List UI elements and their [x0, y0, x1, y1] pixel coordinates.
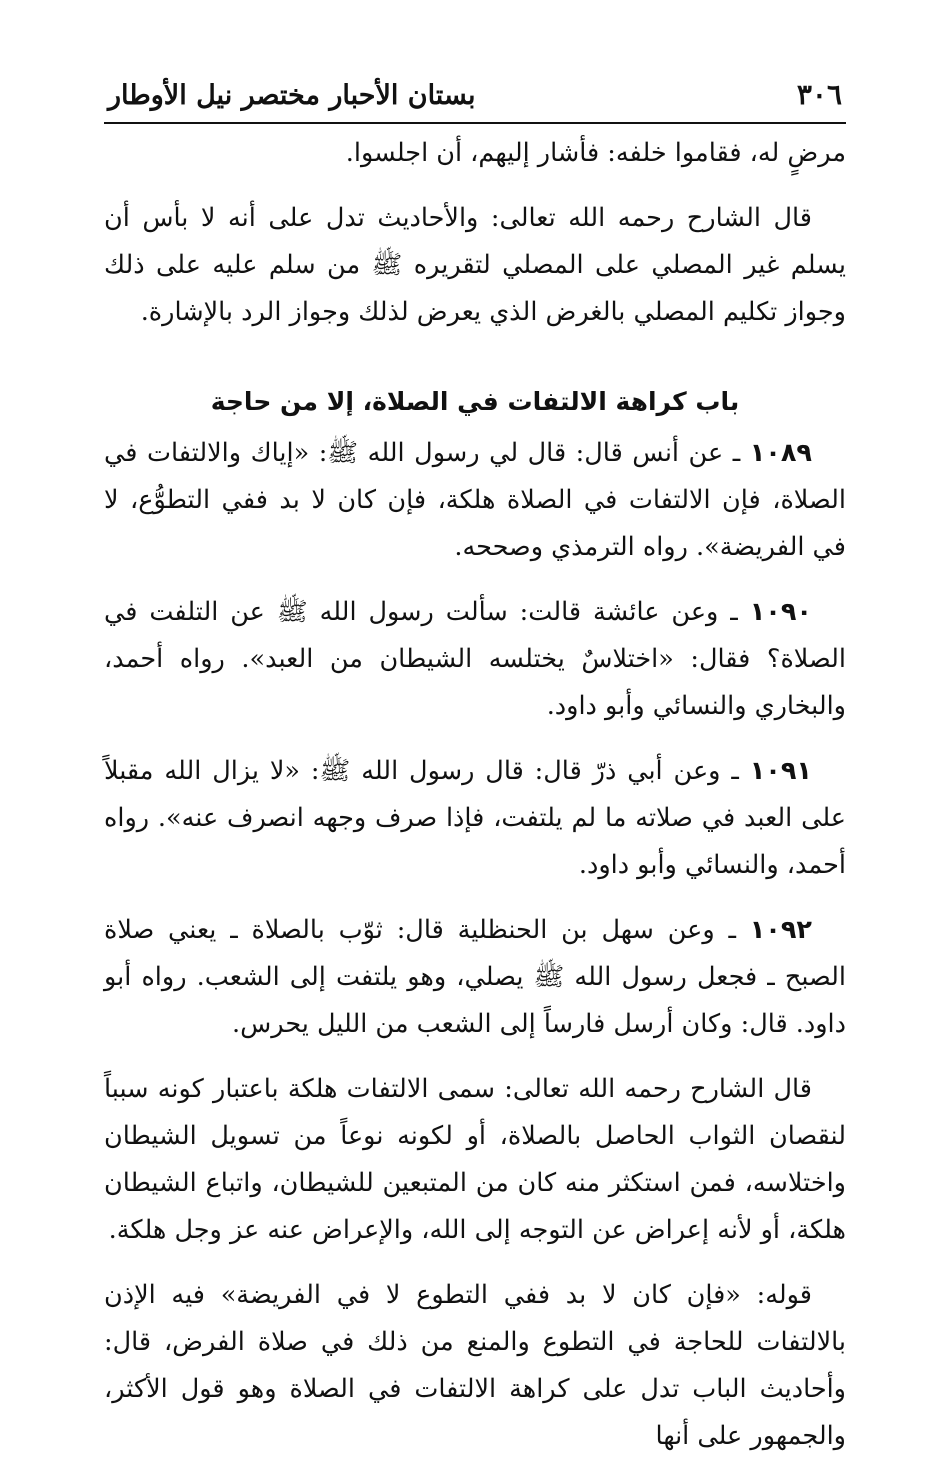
hadith-text: ـ عن أنس قال: قال لي رسول الله ﷺ: «إياك والالتفات في الصلاة، فإن الالتفات في الصلاة هلكة، فإن كان لا بد ففي التطوُّع، لا في الفريضة». رواه الترمذي وصححه.: [104, 438, 846, 562]
hadith-paragraph: [104, 907, 846, 1048]
running-header: [104, 78, 846, 124]
hadith-number: ١٠٩٢: [749, 915, 812, 945]
hadith-paragraph: [104, 589, 846, 730]
hadith-paragraph: [104, 430, 846, 571]
hadith-number: ١٠٩٠: [749, 597, 812, 627]
chapter-heading: باب كراهة الالتفات في الصلاة، إلا من حاجة: [210, 387, 740, 416]
commentary-paragraph: قوله: «فإن كان لا بد ففي التطوع لا في الفريضة» فيه الإذن بالالتفات للحاجة في التطوع والمنع من ذلك في صلاة الفرض، قال: وأحاديث الباب تدل على كراهة الالتفات في الصلاة وهو قول الأكثر، والجمهور على أنها: [104, 1280, 846, 1451]
intro-paragraph-end: مرضٍ له، فقاموا خلفه: فأشار إليهم، أن اجلسوا.: [345, 138, 846, 168]
hadith-number: ١٠٨٩: [749, 438, 812, 468]
book-page: [104, 78, 846, 1460]
hadith-paragraph: [104, 748, 846, 889]
hadith-number: ١٠٩١: [749, 756, 812, 786]
hadith-text: ـ وعن عائشة قالت: سألت رسول الله ﷺ عن التلفت في الصلاة؟ فقال: «اختلاسٌ يختلسه الشيطان من العبد». رواه أحمد، والبخاري والنسائي وأبو داود.: [104, 597, 846, 721]
commentary-paragraph: قال الشارح رحمه الله تعالى: سمى الالتفات هلكة باعتبار كونه سبباً لنقصان الثواب الحاصل بالصلاة، أو لكونه نوعاً من تسويل الشيطان واختلاسه، فمن استكثر منه كان من المتبعين للشيطان، واتباع الشيطان هلكة، أو لأنه إعراض عن التوجه إلى الله، والإعراض عنه عز وجل هلكة.: [104, 1074, 846, 1245]
book-title: بستان الأحبار مختصر نيل الأوطار: [108, 80, 476, 111]
page-number: ٣٠٦: [796, 78, 842, 111]
commentary-paragraph: قال الشارح رحمه الله تعالى: والأحاديث تدل على أنه لا بأس أن يسلم غير المصلي على المصلي لتقريره ﷺ من سلم عليه على ذلك وجواز تكليم المصلي بالغرض الذي يعرض لذلك وجواز الرد بالإشارة.: [104, 203, 846, 327]
hadith-text: ـ وعن سهل بن الحنظلية قال: ثوّب بالصلاة ـ يعني صلاة الصبح ـ فجعل رسول الله ﷺ يصلي، وهو يلتفت إلى الشعب. رواه أبو داود. قال: وكان أرسل فارساً إلى الشعب من الليل يحرس.: [104, 915, 846, 1039]
hadith-text: ـ وعن أبي ذرّ قال: قال رسول الله ﷺ: «لا يزال الله مقبلاً على العبد في صلاته ما لم يلتفت، فإذا صرف وجهه انصرف عنه». رواه أحمد، والنسائي وأبو داود.: [104, 756, 846, 880]
